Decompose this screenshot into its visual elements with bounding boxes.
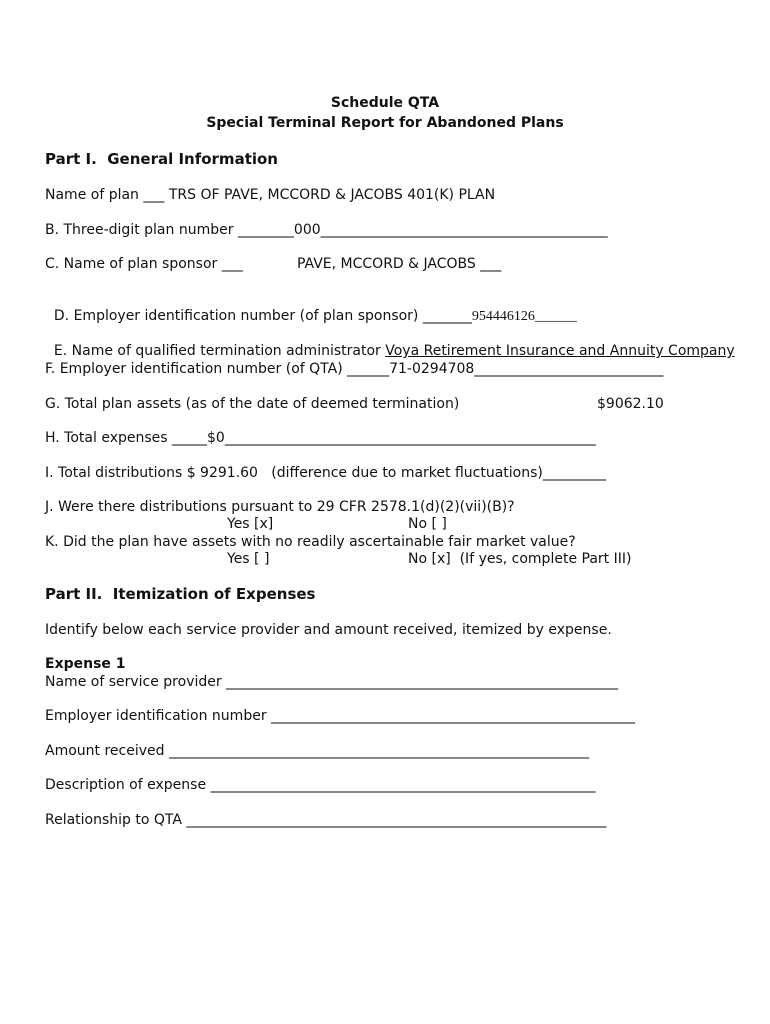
total-expenses-line: H. Total expenses _____$0_____________________________________________________ xyxy=(45,430,596,446)
total-assets-value: $9062.10 xyxy=(597,396,664,412)
part2-instructions: Identify below each service provider and amount received, itemized by expense. xyxy=(45,622,612,638)
part2-heading: Part II. Itemization of Expenses xyxy=(45,585,316,603)
question-k: K. Did the plan have assets with no readily ascertainable fair market value? xyxy=(45,534,576,550)
question-j-no: No [ ] xyxy=(408,516,447,532)
question-j-yes: Yes [x] xyxy=(227,516,274,532)
sponsor-ein-line xyxy=(45,291,577,325)
expense-description-line: Description of expense _______________________________________________________ xyxy=(45,777,596,793)
total-assets-label: G. Total plan assets (as of the date of deemed termination) xyxy=(45,396,460,412)
total-distributions-line: I. Total distributions $ 9291.60 (difference due to market fluctuations)_________ xyxy=(45,465,606,481)
plan-name-line: Name of plan ___ TRS OF PAVE, MCCORD & JACOBS 401(K) PLAN xyxy=(45,187,496,203)
service-provider-line: Name of service provider ________________________________________________________ xyxy=(45,674,619,690)
document-subtitle: Special Terminal Report for Abandoned Plans xyxy=(206,115,564,131)
qta-name-label: E. Name of qualified termination administrator xyxy=(53,343,386,359)
qta-name-value: Voya Retirement Insurance and Annuity Company xyxy=(385,343,735,359)
provider-ein-line: Employer identification number ____________________________________________________ xyxy=(45,708,636,724)
relationship-line: Relationship to QTA ____________________________________________________________ xyxy=(45,812,607,828)
question-j: J. Were there distributions pursuant to 29 CFR 2578.1(d)(2)(vii)(B)? xyxy=(45,499,515,515)
question-k-yes: Yes [ ] xyxy=(227,551,270,567)
amount-received-line: Amount received ____________________________________________________________ xyxy=(45,743,589,759)
qta-ein-line: F. Employer identification number (of QTA) ______71-0294708___________________________ xyxy=(45,361,664,377)
plan-number-line: B. Three-digit plan number ________000_________________________________________ xyxy=(45,222,608,238)
document-title: Schedule QTA xyxy=(330,95,440,111)
qta-name-line xyxy=(45,326,735,360)
plan-sponsor-value: PAVE, MCCORD & JACOBS ___ xyxy=(297,256,502,272)
part1-heading: Part I. General Information xyxy=(45,150,278,168)
question-k-no: No [x] (If yes, complete Part III) xyxy=(408,551,632,567)
plan-sponsor-label: C. Name of plan sponsor ___ xyxy=(45,256,243,272)
sponsor-ein-value: 954446126______ xyxy=(471,309,577,324)
sponsor-ein-label: D. Employer identification number (of plan sponsor) _______ xyxy=(53,308,472,324)
expense-1-heading: Expense 1 xyxy=(45,656,126,672)
